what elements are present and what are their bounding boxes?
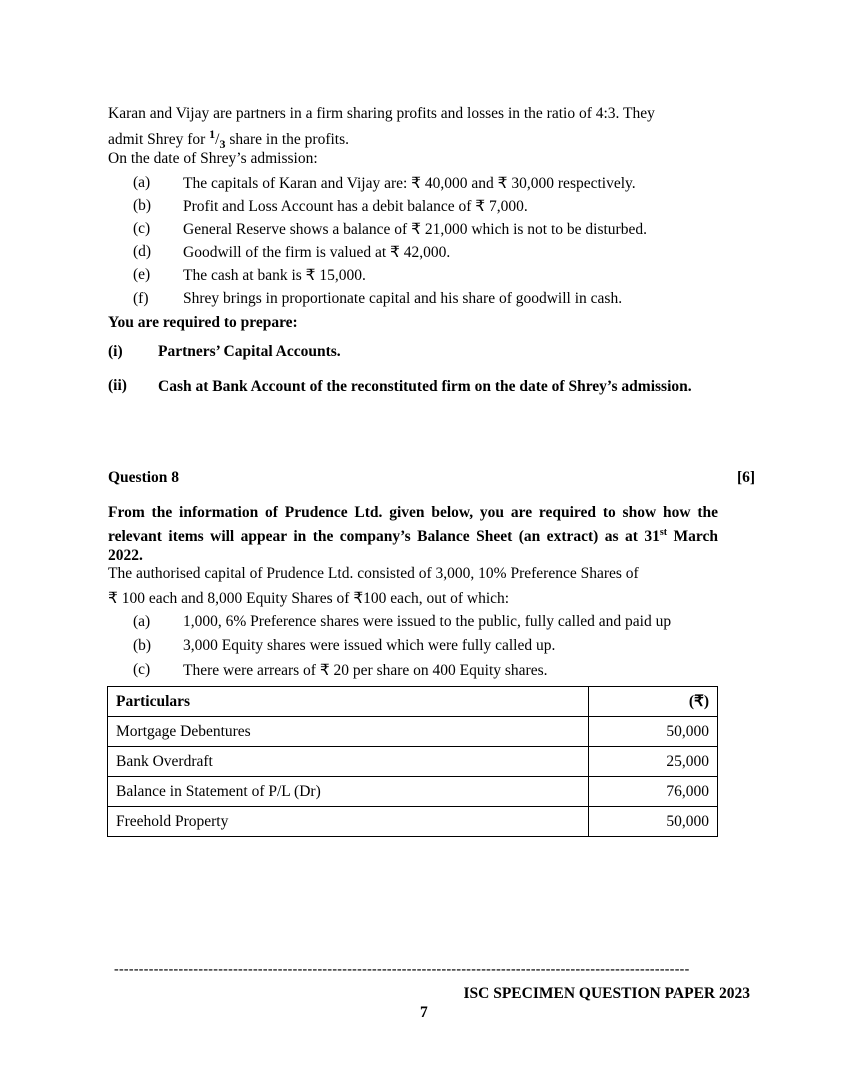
item-label: (c) — [133, 661, 151, 678]
intro-line-1: Karan and Vijay are partners in a firm sharing profits and losses in the ratio of 4:3. They — [108, 105, 655, 122]
table-cell-particular: Bank Overdraft — [108, 747, 589, 777]
table-row — [108, 717, 718, 747]
header-particulars: Particulars — [108, 687, 589, 717]
fraction-denominator: 3 — [219, 137, 226, 152]
fraction-one-third: $^1/_3$ — [209, 127, 226, 152]
item-text: General Reserve shows a balance of ₹ 21,000 which is not to be disturbed. — [183, 221, 647, 238]
item-text: The capitals of Karan and Vijay are: ₹ 40,000 and ₹ 30,000 respectively. — [183, 175, 636, 192]
item-label: (e) — [133, 266, 151, 283]
item-label: (b) — [133, 637, 152, 654]
item-text: 3,000 Equity shares were issued which were fully called up. — [183, 637, 556, 654]
question-title: Question 8 — [108, 469, 180, 486]
table-row — [108, 747, 718, 777]
table-cell-amount: 50,000 — [589, 807, 718, 837]
instruction-text-end: March 2022. — [108, 527, 718, 565]
question-instruction — [108, 503, 718, 566]
task-label: (ii) — [108, 377, 127, 394]
item-label: (b) — [133, 197, 152, 214]
item-text: The cash at bank is ₹ 15,000. — [183, 267, 366, 284]
footer-title: ISC SPECIMEN QUESTION PAPER 2023 — [463, 985, 750, 1002]
item-text: Goodwill of the firm is valued at ₹ 42,000. — [183, 244, 451, 261]
table-cell-particular: Mortgage Debentures — [108, 717, 589, 747]
admission-date-line: On the date of Shrey’s admission: — [108, 150, 318, 167]
table-row — [108, 807, 718, 837]
capital-line-2: ₹ 100 each and 8,000 Equity Shares of ₹100 each, out of which: — [108, 590, 510, 607]
intro-line-2-end: share in the profits. — [225, 131, 350, 149]
page-number: 7 — [420, 1004, 428, 1021]
instruction-text: From the information of Prudence Ltd. given below, you are required to show how the relevant items will appear in the company’s Balance Sheet (an extract) as at 31 — [108, 504, 718, 545]
item-label: (d) — [133, 243, 152, 260]
instruction-superscript: st — [659, 526, 668, 538]
intro-line-2-start: admit Shrey for — [108, 131, 210, 149]
table-cell-amount: 25,000 — [589, 747, 718, 777]
item-text: 1,000, 6% Preference shares were issued to the public, fully called and paid up — [183, 613, 672, 630]
table-row — [108, 777, 718, 807]
item-label: (f) — [133, 290, 149, 307]
question-marks: [6] — [737, 469, 756, 486]
table-cell-amount: 76,000 — [589, 777, 718, 807]
fraction-numerator: 1 — [209, 127, 216, 141]
header-amount: (₹) — [589, 687, 718, 717]
task-text: Partners’ Capital Accounts. — [158, 343, 341, 360]
intro-paragraph — [108, 104, 718, 154]
item-label: (a) — [133, 613, 151, 630]
item-text: There were arrears of ₹ 20 per share on 400 Equity shares. — [183, 662, 548, 679]
item-text: Shrey brings in proportionate capital and his share of goodwill in cash. — [183, 290, 623, 307]
particulars-table — [107, 686, 718, 837]
table-cell-amount: 50,000 — [589, 717, 718, 747]
task-text: Cash at Bank Account of the reconstituted firm on the date of Shrey’s admission. — [158, 378, 692, 395]
item-label: (c) — [133, 220, 151, 237]
capital-line-1: The authorised capital of Prudence Ltd. consisted of 3,000, 10% Preference Shares of — [108, 565, 639, 582]
footer-divider: -------------------------------------------------------------------------------------------------------------------- — [114, 962, 690, 977]
table-header-row — [108, 687, 718, 717]
item-label: (a) — [133, 174, 151, 191]
table-cell-particular: Balance in Statement of P/L (Dr) — [108, 777, 589, 807]
table-cell-particular: Freehold Property — [108, 807, 589, 837]
required-heading: You are required to prepare: — [108, 314, 298, 331]
task-label: (i) — [108, 343, 123, 360]
item-text: Profit and Loss Account has a debit balance of ₹ 7,000. — [183, 198, 528, 215]
